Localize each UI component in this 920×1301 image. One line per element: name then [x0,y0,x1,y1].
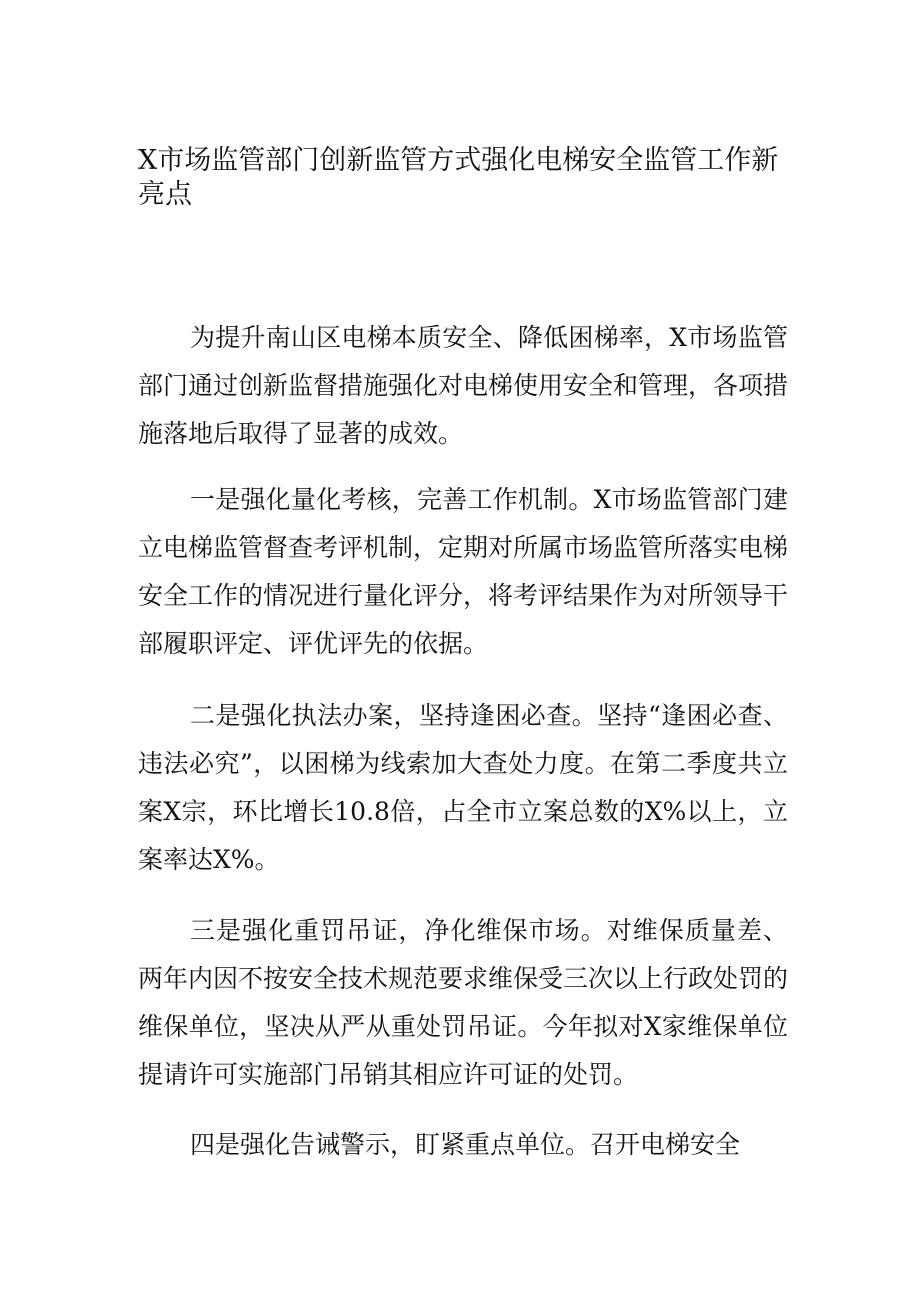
paragraph-point-one: 一是强化量化考核，完善工作机制。X市场监管部门建立电梯监管督查考评机制，定期对所属市场监管所落实电梯安全工作的情况进行量化评分，将考评结果作为对所领导干部履职评定、评优评先的依据。 [138,485,789,658]
paragraph-point-two: 二是强化执法办案，坚持逢困必查。坚持“逢困必查、违法必究”，以困梯为线索加大查处力度。在第二季度共立案X宗，环比增长10.8倍，占全市立案总数的X%以上，立案率达X%。 [138,701,788,874]
paragraph-point-three: 三是强化重罚吊证，净化维保市场。对维保质量差、两年内因不按安全技术规范要求维保受三次以上行政处罚的维保单位，坚决从严从重处罚吊证。今年拟对X家维保单位提请许可实施部门吊销其相应许可证的处罚。 [138,916,789,1089]
document-title: X市场监管部门创新监管方式强化电梯安全监管工作新亮点 [138,145,779,210]
paragraph-point-four: 四是强化告诫警示，盯紧重点单位。召开电梯安全 [190,1130,741,1159]
paragraph-intro: 为提升南山区电梯本质安全、降低困梯率，X市场监管部门通过创新监督措施强化对电梯使用安全和管理，各项措施落地后取得了显著的成效。 [138,323,789,448]
